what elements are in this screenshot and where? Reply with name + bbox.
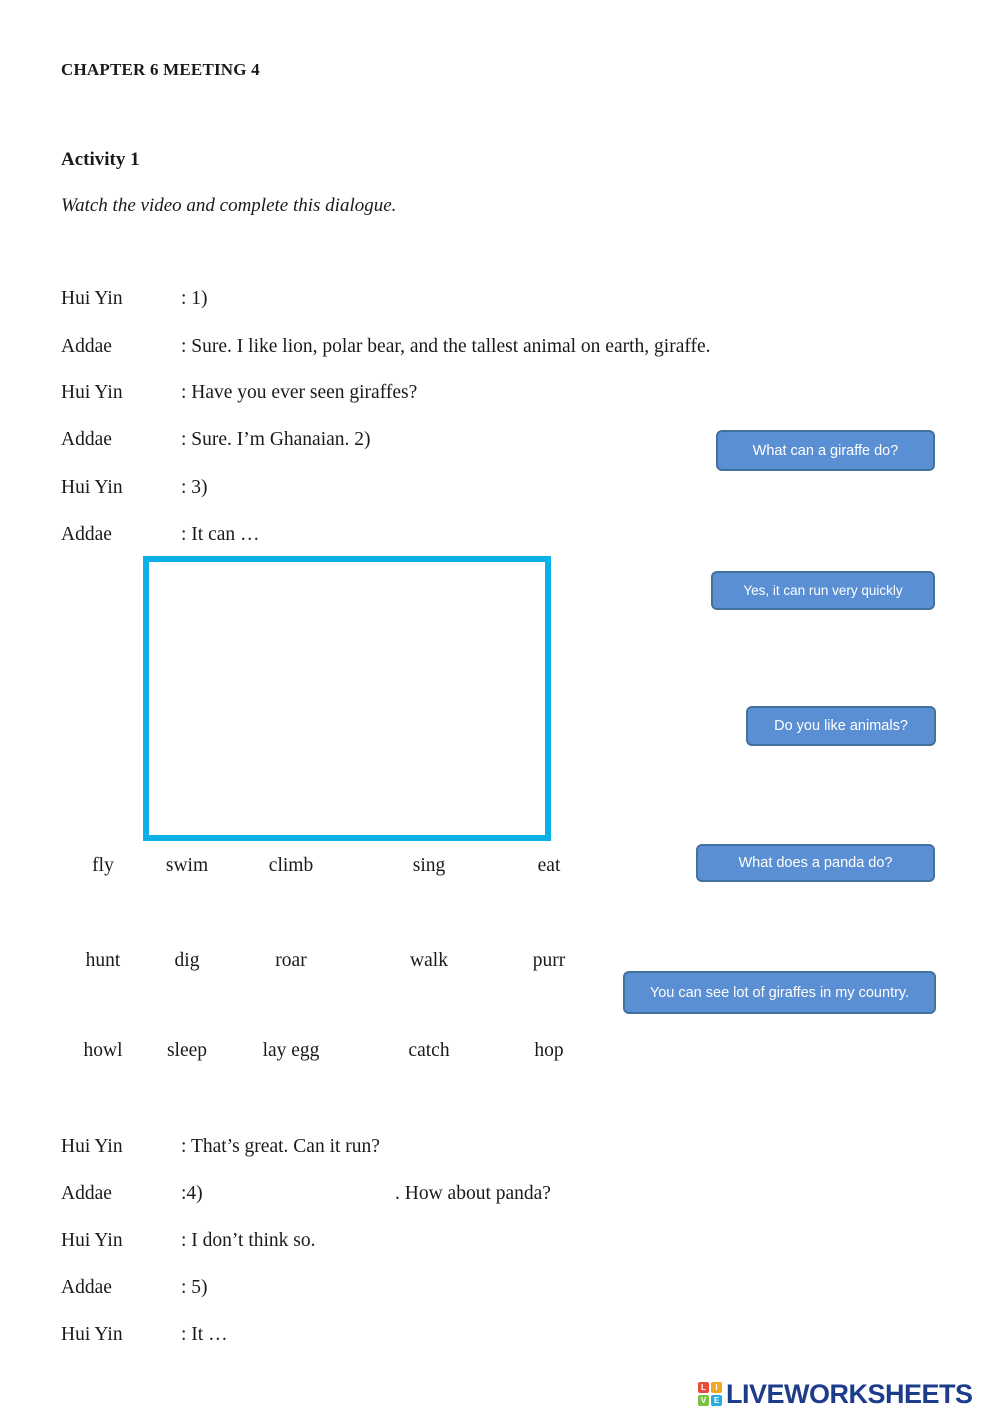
option-see-lot-of-giraffes[interactable]: You can see lot of giraffes in my country.	[623, 971, 936, 1014]
speaker-name: Hui Yin	[61, 382, 123, 403]
option-what-does-panda-do[interactable]: What does a panda do?	[696, 844, 935, 882]
speaker-name: Addae	[61, 1183, 112, 1204]
dialogue-text: : Have you ever seen giraffes?	[181, 382, 418, 403]
option-do-you-like-animals[interactable]: Do you like animals?	[746, 706, 936, 746]
chapter-heading: CHAPTER 6 MEETING 4	[61, 60, 260, 79]
word-bank-item: howl	[83, 1040, 123, 1061]
dialogue-text: : It …	[181, 1324, 228, 1345]
word-bank-item: sleep	[166, 1040, 208, 1061]
dialogue-text: : It can …	[181, 524, 260, 545]
word-bank-item: hunt	[85, 950, 121, 971]
speaker-name: Hui Yin	[61, 1230, 123, 1251]
word-bank-item: climb	[268, 855, 314, 876]
word-bank-item: dig	[174, 950, 200, 971]
dialogue-text: :4)	[181, 1183, 203, 1204]
logo-text: LIVEWORKSHEETS	[726, 1378, 973, 1409]
dialogue-text: : Sure. I like lion, polar bear, and the tallest animal on earth, giraffe.	[181, 336, 711, 357]
dialogue-text: : I don’t think so.	[181, 1230, 316, 1251]
word-bank-item: roar	[275, 950, 307, 971]
dialogue-text: : 1)	[181, 288, 208, 309]
speaker-name: Hui Yin	[61, 288, 123, 309]
activity-title: Activity 1	[61, 149, 140, 170]
dialogue-text: : 3)	[181, 477, 208, 498]
word-bank-item: walk	[410, 950, 448, 971]
speaker-name: Hui Yin	[61, 1136, 123, 1157]
speaker-name: Addae	[61, 1277, 112, 1298]
option-yes-it-can-run[interactable]: Yes, it can run very quickly	[711, 571, 935, 610]
word-bank-item: swim	[165, 855, 209, 876]
dialogue-text-continued: . How about panda?	[395, 1183, 551, 1204]
liveworksheets-logo	[698, 1379, 973, 1409]
speaker-name: Addae	[61, 524, 112, 545]
speaker-name: Addae	[61, 336, 112, 357]
speaker-name: Hui Yin	[61, 477, 123, 498]
word-bank-item: lay egg	[262, 1040, 320, 1061]
answer-drop-box[interactable]	[143, 556, 551, 841]
word-bank-item: eat	[537, 855, 561, 876]
word-bank-item: fly	[92, 855, 114, 876]
option-what-can-giraffe-do[interactable]: What can a giraffe do?	[716, 430, 935, 471]
logo-icon: L I V E	[698, 1382, 722, 1406]
word-bank-item: purr	[532, 950, 566, 971]
speaker-name: Addae	[61, 429, 112, 450]
word-bank-item: hop	[534, 1040, 564, 1061]
dialogue-text: : Sure. I’m Ghanaian. 2)	[181, 429, 371, 450]
word-bank-item: catch	[408, 1040, 450, 1061]
word-bank-item: sing	[412, 855, 446, 876]
activity-instruction: Watch the video and complete this dialogue.	[61, 195, 397, 216]
speaker-name: Hui Yin	[61, 1324, 123, 1345]
dialogue-text: : 5)	[181, 1277, 208, 1298]
dialogue-text: : That’s great. Can it run?	[181, 1136, 380, 1157]
